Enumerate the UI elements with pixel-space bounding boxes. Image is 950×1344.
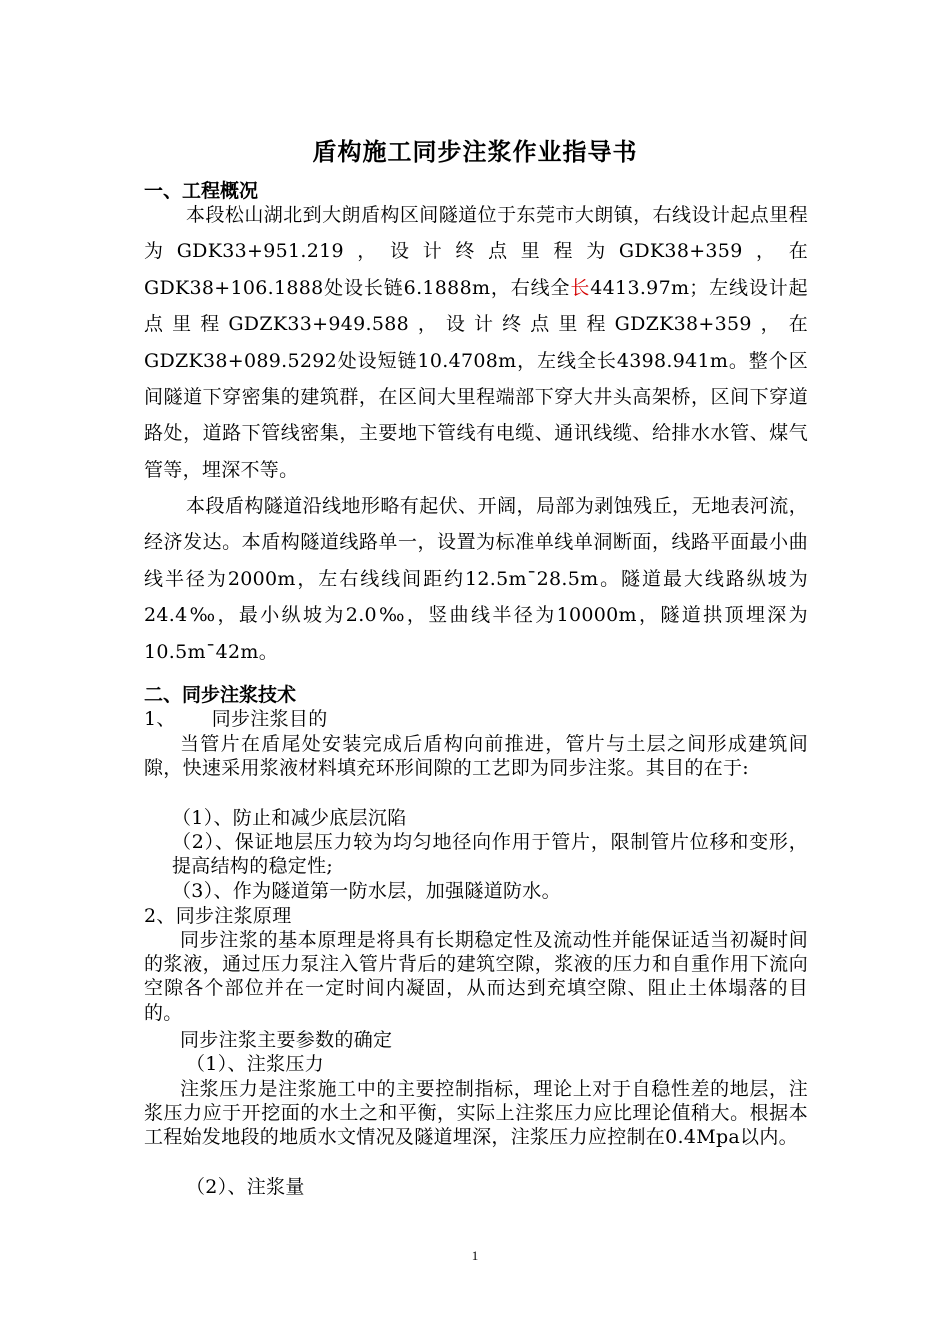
list-item: （3）、作为隧道第一防水层，加强隧道防水。 (172, 880, 561, 902)
section1-paragraph1: 本段松山湖北到大朗盾构区间隧道位于东莞市大朗镇，右线设计起点里程为GDK33+951.219，设计终点里程为GDK38+359，在GDK38+106.1888处设长链6.1888m，右线全长4413.97m；左线设计起点里程GDZK33+949.588，设计终点里程GDZK38+359，在GDZK38+089.5292处设短链10.4708m，左线全长4398.941m。整个区间隧道下穿密集的建筑群，在区间大里程端部下穿大井头高架桥，区间下穿道路处，道路下管线密集，主要地下管线有电缆、通讯线缆、给排水水管、煤气管等，埋深不等。 (144, 204, 808, 481)
params-heading: 同步注浆主要参数的确定 (180, 1029, 393, 1051)
section1-paragraph2: 本段盾构隧道沿线地形略有起伏、开阔，局部为剥蚀残丘，无地表河流，经济发达。本盾构隧道线路单一，设置为标准单线单洞断面，线路平面最小曲线半径为2000m，左右线线间距约12.5m¯28.5m。隧道最大线路纵坡为24.4‰，最小纵坡为2.0‰，竖曲线半径为10000m，隧道拱顶埋深为10.5m¯42m。 (144, 495, 808, 663)
pressure-heading: （1）、注浆压力 (186, 1053, 324, 1075)
highlighted-char: 长 (570, 276, 591, 299)
section1-heading: 一、工程概况 (144, 180, 259, 202)
subsection1-paragraph: 当管片在盾尾处安装完成后盾构向前推进，管片与土层之间形成建筑间隙，快速采用浆液材料填充环形间隙的工艺即为同步注浆。其目的在于: (144, 733, 808, 780)
page-number: 1 (471, 1248, 479, 1263)
list-item: （2）、保证地层压力较为均匀地径向作用于管片，限制管片位移和变形，提高结构的稳定性; (172, 831, 808, 878)
document-title: 盾构施工同步注浆作业指导书 (312, 138, 638, 166)
section2-heading: 二、同步注浆技术 (144, 684, 297, 706)
subsection1-heading: 1、 同步注浆目的 (144, 708, 328, 730)
subsection2-paragraph: 同步注浆的基本原理是将具有长期稳定性及流动性并能保证适当初凝时间的浆液，通过压力泵注入管片背后的建筑空隙，浆液的压力和自重作用下流向空隙各个部位并在一定时间内凝固，从而达到充填空隙、阻止土体塌落的目的。 (144, 929, 808, 1024)
volume-heading: （2）、注浆量 (186, 1176, 305, 1198)
pressure-paragraph: 注浆压力是注浆施工中的主要控制指标，理论上对于自稳性差的地层，注浆压力应于开挖面的水土之和平衡，实际上注浆压力应比理论值稍大。根据本工程始发地段的地质水文情况及隧道埋深，注浆压力应控制在0.4Mpa以内。 (144, 1078, 808, 1149)
subsection2-heading: 2、同步注浆原理 (144, 905, 292, 927)
list-item: （1）、防止和减少底层沉陷 (172, 807, 407, 829)
